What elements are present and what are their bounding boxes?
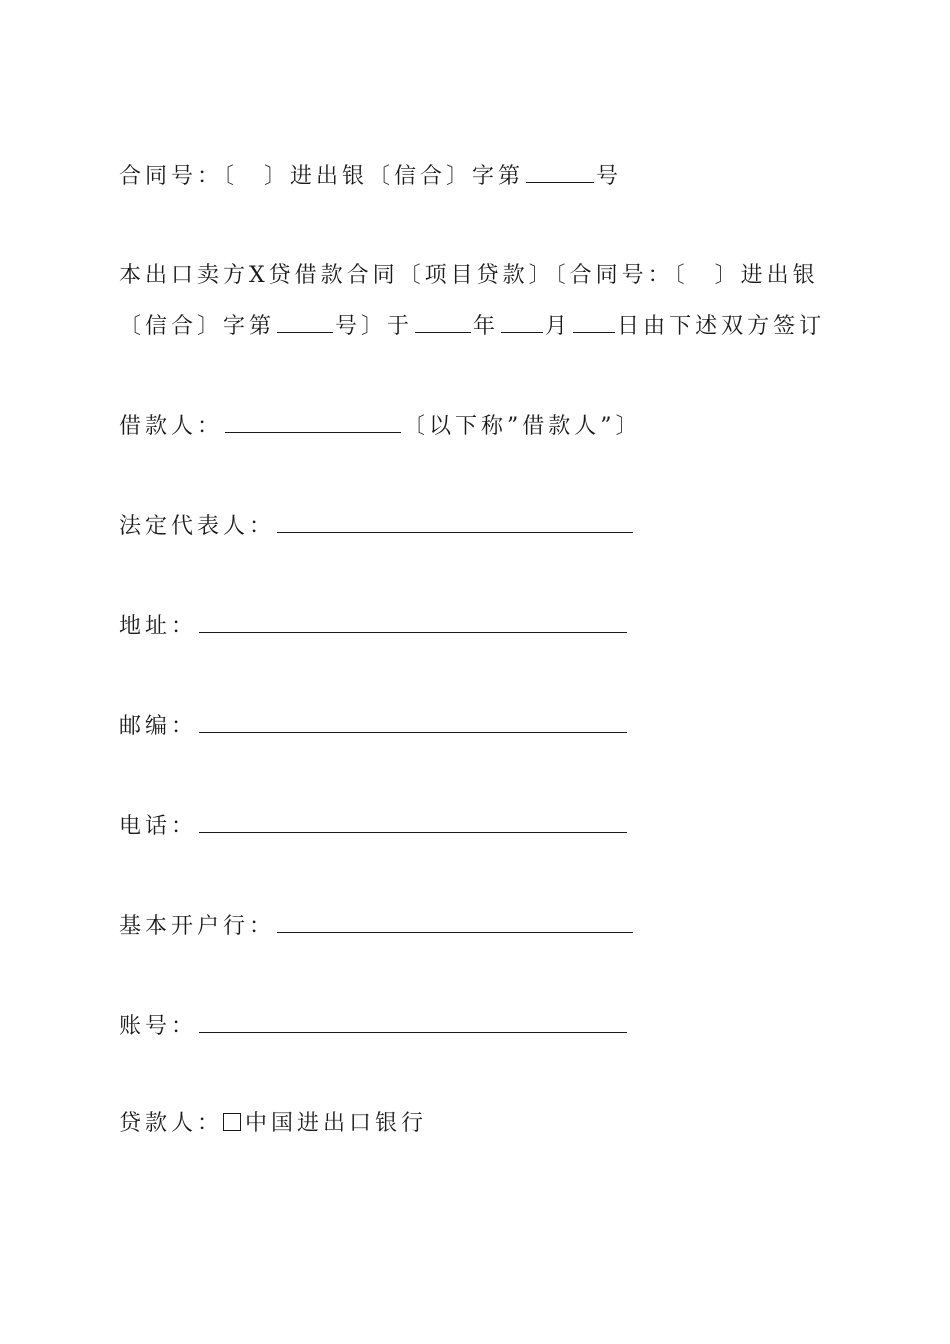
phone-line — [119, 812, 629, 841]
intro-text-2d: 月 — [545, 314, 572, 339]
borrower-note: 〔以下称”借款人”〕 — [403, 414, 642, 439]
legal-rep-label: 法定代表人： — [119, 514, 276, 539]
intro-text-2a: 〔信合〕字第 — [119, 314, 276, 339]
bank-label: 基本开户行： — [119, 914, 276, 939]
postcode-line — [119, 712, 629, 741]
checkbox-icon[interactable] — [223, 1113, 241, 1131]
intro-line-2 — [119, 312, 825, 341]
bank-line — [119, 912, 635, 941]
intro-number-blank[interactable] — [277, 312, 333, 333]
lender-line — [119, 1110, 427, 1138]
lender-name: 中国进出口银行 — [245, 1111, 428, 1136]
contract-number-prefix: 合同号：〔 〕进出银〔信合〕字第 — [119, 164, 525, 189]
contract-number-suffix: 号 — [596, 164, 623, 189]
address-blank[interactable] — [199, 612, 627, 633]
address-label: 地址： — [119, 614, 198, 639]
phone-blank[interactable] — [199, 812, 627, 833]
borrower-line — [119, 412, 642, 441]
intro-day-blank[interactable] — [573, 312, 615, 333]
postcode-label: 邮编： — [119, 714, 198, 739]
legal-rep-line — [119, 512, 635, 541]
bank-blank[interactable] — [277, 912, 633, 933]
intro-text-2e: 日由下述双方签订 — [617, 314, 826, 339]
intro-text-2c: 年 — [473, 314, 500, 339]
intro-year-blank[interactable] — [415, 312, 471, 333]
intro-line-1 — [119, 262, 819, 290]
phone-label: 电话： — [119, 814, 198, 839]
lender-label: 贷款人： — [119, 1111, 224, 1136]
address-line — [119, 612, 629, 641]
account-line — [119, 1012, 629, 1041]
account-label: 账号： — [119, 1014, 198, 1039]
postcode-blank[interactable] — [199, 712, 627, 733]
account-blank[interactable] — [199, 1012, 627, 1033]
contract-number-blank[interactable] — [526, 162, 594, 183]
intro-month-blank[interactable] — [501, 312, 543, 333]
intro-text-1: 本出口卖方X贷借款合同〔项目贷款〕〔合同号：〔 〕进出银 — [119, 263, 819, 288]
legal-rep-blank[interactable] — [277, 512, 633, 533]
contract-number-line — [119, 162, 622, 191]
borrower-blank[interactable] — [225, 412, 401, 433]
intro-text-2b: 号〕于 — [335, 314, 414, 339]
borrower-label: 借款人： — [119, 414, 224, 439]
